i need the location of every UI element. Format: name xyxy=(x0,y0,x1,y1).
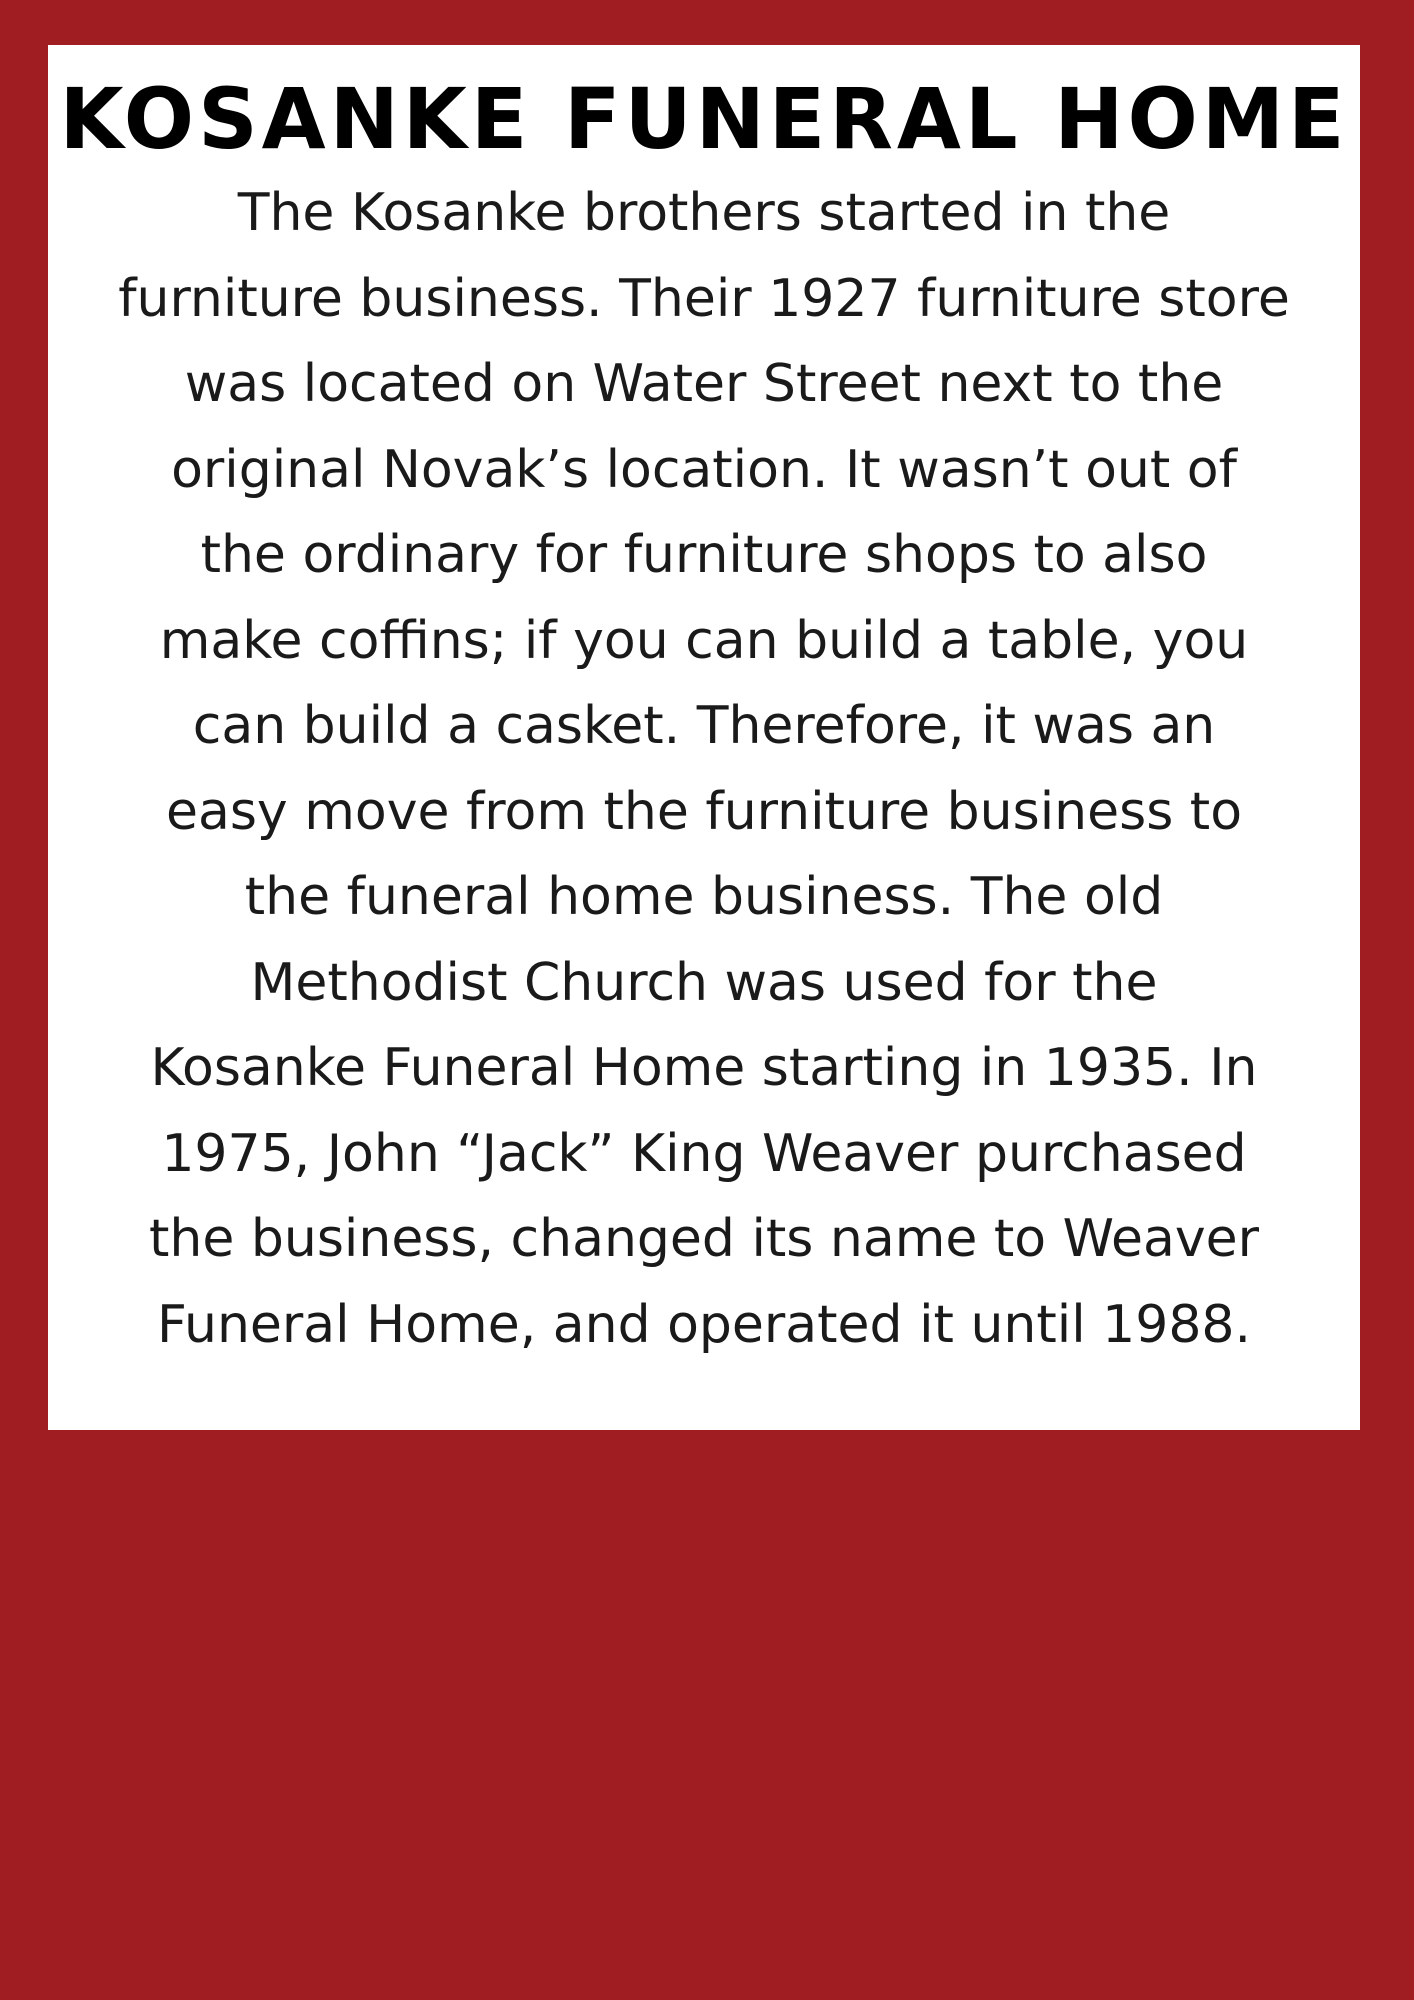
paragraph-line: easy move from the furniture business to xyxy=(165,781,1243,842)
paragraph-line: the ordinary for furniture shops to also xyxy=(200,525,1208,585)
paragraph-line: 1975, John “Jack” King Weaver purchased xyxy=(161,1123,1247,1184)
page-title: KOSANKE FUNERAL HOME xyxy=(59,70,1349,168)
text-panel xyxy=(48,45,1360,1430)
paragraph-line: Kosanke Funeral Home starting in 1935. In xyxy=(150,1038,1258,1098)
paragraph-line: the business, changed its name to Weaver xyxy=(148,1209,1260,1269)
paragraph-line: The Kosanke brothers started in the xyxy=(237,183,1171,243)
paragraph-line: was located on Water Street next to the xyxy=(184,354,1224,414)
paragraph-line: original Novak’s location. It wasn’t out of xyxy=(171,439,1237,500)
paragraph-line: the funeral home business. The old xyxy=(244,867,1164,927)
paragraph-line: can build a casket. Therefore, it was an xyxy=(192,696,1216,756)
paragraph-line: make coffins; if you can build a table, you xyxy=(159,610,1249,671)
paragraph-line: Methodist Church was used for the xyxy=(250,952,1158,1013)
paragraph-line: Funeral Home, and operated it until 1988. xyxy=(156,1294,1252,1355)
body-paragraph xyxy=(64,171,1344,1368)
paragraph-line: furniture business. Their 1927 furniture store xyxy=(118,268,1290,329)
